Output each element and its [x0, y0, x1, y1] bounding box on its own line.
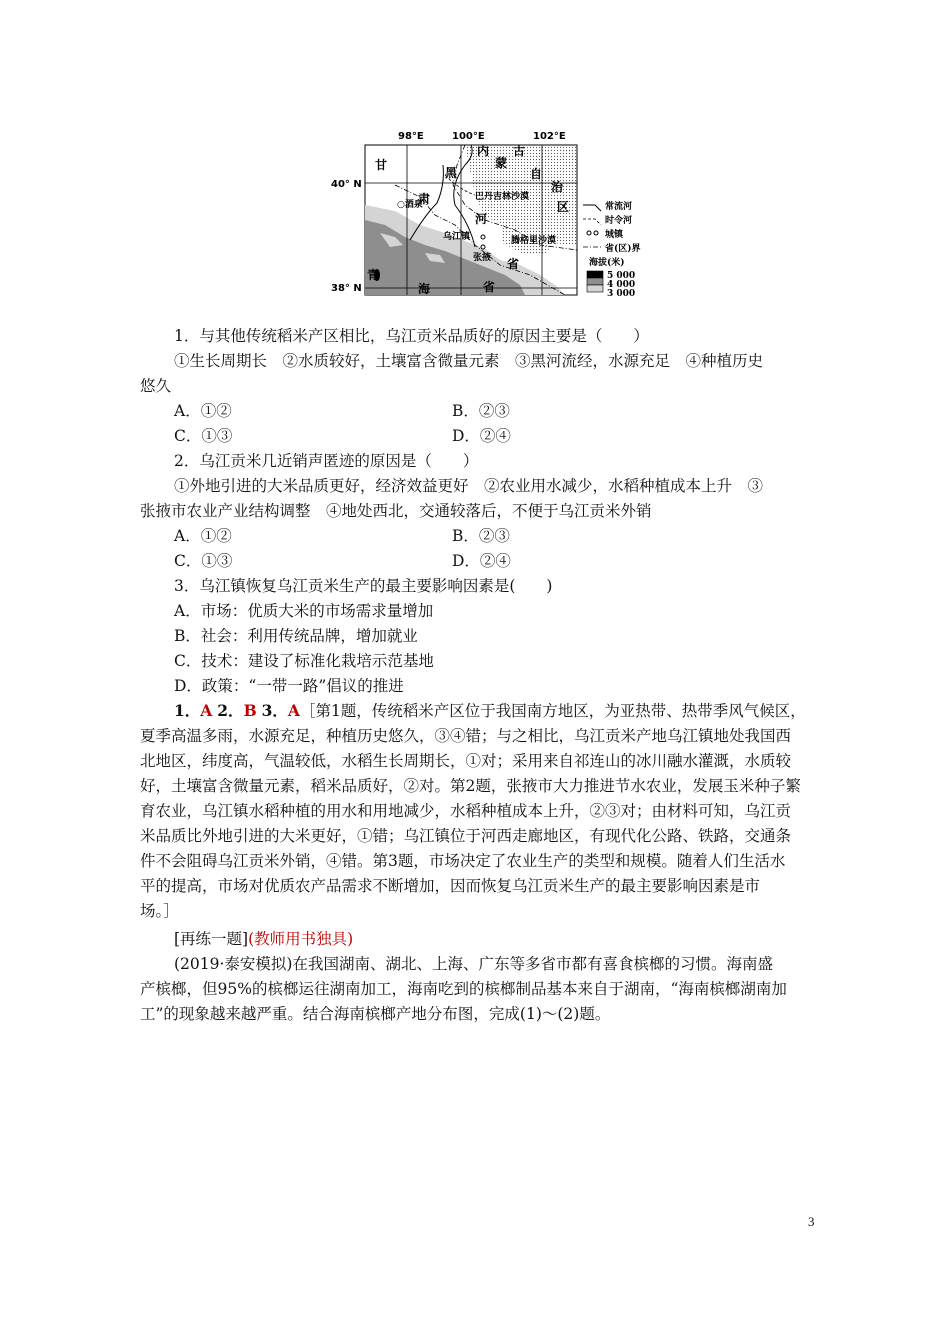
q2-stem: 2．乌江贡米几近销声匿迹的原因是（ ）: [174, 452, 479, 470]
lon-label-100: 100°E: [452, 131, 485, 142]
label-su: 肃: [418, 192, 431, 206]
practice-heading: [140, 927, 864, 951]
q1-choice-d: D．②④: [452, 427, 511, 445]
legend-town: 城镇: [605, 230, 624, 240]
practice-para-3: 工”的现象越来越严重。结合海南槟榔产地分布图，完成(1)～(2)题。: [140, 1005, 611, 1023]
practice-tag-teacher: (教师用书独具): [248, 930, 354, 948]
label-hai: 海: [418, 282, 431, 296]
label-he: 河: [475, 212, 488, 226]
label-gan: 甘: [375, 158, 388, 172]
label-zhi: 治: [551, 180, 564, 194]
answer-line-9: 场。］: [140, 902, 179, 920]
q1-stem: 1．与其他传统稻米产区相比，乌江贡米品质好的原因主要是（ ）: [174, 327, 649, 345]
label-jiuquan: ○酒泉: [397, 200, 423, 210]
answer-line-4: 好，土壤富含微量元素，稻米品质好，②对。第2题，张掖市大力推进节水农业，发展玉米种子繁: [140, 777, 801, 795]
answer-key-1: A: [200, 701, 213, 720]
answer-line-8: 平的提高，市场对优质农产品需求不断增加，因而恢复乌江贡米生产的最主要影响因素是市: [140, 877, 761, 895]
practice-para-1: (2019·泰安模拟)在我国湖南、湖北、上海、广东等多省市都有喜食槟榔的习惯。海南盛: [174, 955, 773, 973]
label-qu: 区: [557, 200, 570, 214]
q2-choice-a: A．①②: [174, 527, 232, 545]
legend-elev-5000: 5 000: [607, 271, 636, 281]
q1-options-line1: ①生长周期长 ②水质较好，土壤富含微量元素 ③黑河流经，水源充足 ④种植历史: [174, 352, 764, 370]
q1-choice-b: B．②③: [452, 402, 510, 420]
label-zi: 自: [530, 167, 543, 181]
lon-label-102: 102°E: [533, 131, 566, 142]
lat-label-38: 38° N: [331, 283, 362, 294]
answer-text-l1: ［第1题，传统稻米产区位于我国南方地区，为亚热带、热带季风气候区，: [299, 702, 806, 720]
map-legend: [583, 200, 641, 299]
label-tengger: 腾格里沙漠: [511, 236, 557, 246]
legend-elev-4000: 4 000: [607, 280, 636, 290]
answer-line-5: 育农业，乌江镇水稻种植的用水和用地减少，水稻种植成本上升，②③对；由材料可知，乌江贡: [140, 802, 792, 820]
q2-options-line1: ①外地引进的大米品质更好，经济效益更好 ②农业用水减少，水稻种植成本上升 ③: [174, 477, 764, 495]
answer-line-7: 件不会阻碍乌江贡米外销，④错。第3题，市场决定了农业生产的类型和规模。随着人们生活水: [140, 852, 786, 870]
lon-label-98: 98°E: [398, 131, 424, 142]
answer-num-3: 3．: [261, 701, 288, 720]
label-hei: 黑: [445, 166, 458, 180]
q1-options-line2: 悠久: [140, 377, 172, 395]
legend-elev-3000: 3 000: [607, 289, 636, 299]
q3-stem: 3．乌江镇恢复乌江贡米生产的最主要影响因素是( ): [174, 577, 553, 595]
label-zhangye: 张掖: [473, 253, 492, 263]
q3-choice-b: B．社会：利用传统品牌，增加就业: [174, 627, 418, 645]
q1-choice-a: A．①②: [174, 402, 232, 420]
label-gu: 古: [513, 144, 526, 158]
lat-label-40: 40° N: [331, 179, 362, 190]
answer-key-2: B: [243, 701, 257, 720]
answer-line-6: 米品质比外地引进的大米更好，①错；乌江镇位于河西走廊地区，有现代化公路、铁路，交通条: [140, 827, 792, 845]
q2-choice-b: B．②③: [452, 527, 510, 545]
answer-line-1: [140, 699, 864, 723]
q1-choice-c: C．①③: [174, 427, 233, 445]
label-sheng1: 省: [507, 257, 520, 271]
practice-tag: [再练一题]: [174, 930, 249, 948]
label-sheng2: 省: [483, 280, 496, 294]
label-meng: 蒙: [495, 156, 508, 170]
legend-perennial: 常流河: [605, 202, 633, 212]
answer-line-2: 夏季高温多雨，水源充足，种植历史悠久，③④错；与之相比，乌江贡米产地乌江镇地处我国西: [140, 727, 792, 745]
q2-options-line2: 张掖市农业产业结构调整 ④地处西北，交通较落后，不便于乌江贡米外销: [140, 502, 652, 520]
answer-key-3: A: [287, 701, 300, 720]
q3-choice-c: C．技术：建设了标准化栽培示范基地: [174, 652, 434, 670]
map-area: [365, 145, 577, 295]
q2-choice-c: C．①③: [174, 552, 233, 570]
page-number: 3: [808, 1214, 815, 1229]
practice-para-2: 产槟榔，但95%的槟榔运往湖南加工，海南吃到的槟榔制品基本来自于湖南，“海南槟榔湖南加: [140, 980, 787, 998]
q2-choice-d: D．②④: [452, 552, 511, 570]
answer-line-3: 北地区，纬度高，气温较低，水稻生长周期长，①对；采用来自祁连山的冰川融水灌溉，水质较: [140, 752, 792, 770]
legend-seasonal: 时令河: [605, 216, 633, 226]
label-wujiang: 乌江镇: [443, 232, 471, 242]
answer-num-1: 1．: [174, 701, 201, 720]
answer-num-2: 2．: [217, 701, 244, 720]
q3-choice-a: A．市场：优质大米的市场需求量增加: [174, 602, 434, 620]
label-nei: 内: [477, 144, 490, 158]
label-badain: 巴丹吉林沙漠: [475, 192, 530, 202]
legend-elev-title: 海拔(米): [589, 258, 625, 268]
q3-choice-d: D．政策：“一带一路”倡议的推进: [174, 677, 404, 695]
map-figure: [325, 125, 655, 300]
label-qing: 青: [367, 268, 380, 282]
legend-border: 省(区)界: [605, 244, 641, 254]
